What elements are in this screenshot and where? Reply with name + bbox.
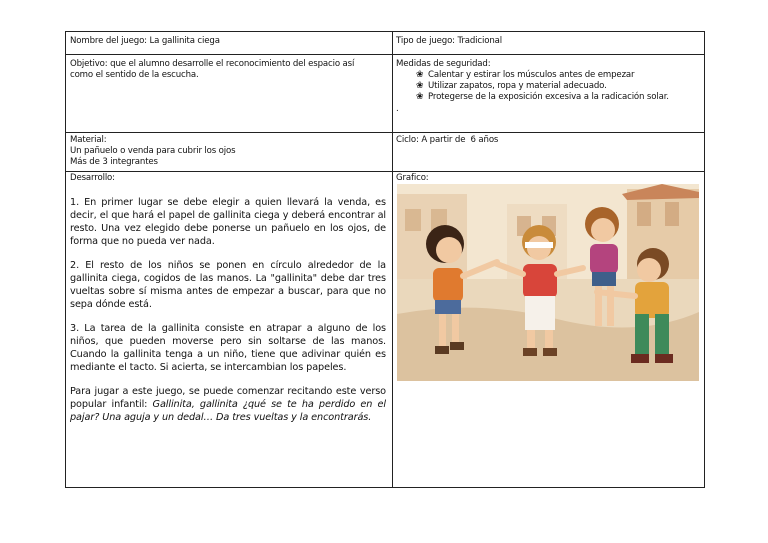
safety-trailing-mark: . xyxy=(396,104,399,114)
cycle-label: Ciclo: xyxy=(396,135,419,145)
game-name-value: La gallinita ciega xyxy=(149,36,220,46)
material-line: Más de 3 integrantes xyxy=(70,157,158,167)
row-divider xyxy=(66,171,704,172)
game-name-label: Nombre del juego: xyxy=(70,36,147,46)
development-paragraph: 1. En primer lugar se debe elegir a quien llevará la venda, es decir, el que hará el papel de gallinita ciega y deberá encontrar al resto. Una vez elegido debe ponerse un pañuelo en los ojos, de forma que no pueda ver nada. xyxy=(70,197,386,247)
row-divider xyxy=(66,54,704,55)
cycle-value: A partir de 6 años xyxy=(421,135,499,145)
graphic-label: Grafico: xyxy=(396,173,429,183)
safety-label: Medidas de seguridad: xyxy=(396,59,491,69)
safety-item: ❀ Protegerse de la exposición excesiva a la radicación solar. xyxy=(416,92,669,102)
material-line: Un pañuelo o venda para cubrir los ojos xyxy=(70,146,236,156)
bullet-icon: ❀ xyxy=(416,92,424,102)
game-name-cell xyxy=(70,36,388,47)
row-divider xyxy=(66,132,704,133)
bullet-icon: ❀ xyxy=(416,70,424,80)
cycle-cell xyxy=(396,135,701,146)
development-paragraph: 3. La tarea de la gallinita consiste en atrapar a alguno de los niños, que pueden moverse pero sin soltarse de las manos. Cuando la gallinita tenga a un niño, tiene que adivinar quién es mediante el tacto. Si acierta, se intercambian los papeles. xyxy=(70,323,386,373)
game-sheet-table xyxy=(65,31,705,488)
development-paragraph: 2. El resto de los niños se ponen en círculo alrededor de la gallinita ciega, cogidos de las manos. La "gallinita" debe dar tres vueltas sobre sí misma antes de empezar a buscar, para que no sepa dónde está. xyxy=(70,260,386,310)
game-type-value: Tradicional xyxy=(457,36,502,46)
development-body xyxy=(70,196,386,435)
bullet-icon: ❀ xyxy=(416,81,424,91)
game-type-label: Tipo de juego: xyxy=(396,36,455,46)
objective-label: Objetivo: xyxy=(70,59,108,69)
development-paragraph: Para jugar a este juego, se puede comenzar recitando este verso popular infantil: Gallinita, gallinita ¿qué se te ha perdido en el pajar? Una aguja y un dedal… Da tres vueltas y la encontrarás. xyxy=(70,386,386,423)
safety-cell xyxy=(396,59,701,115)
children-playing-illustration xyxy=(397,184,699,381)
objective-cell xyxy=(70,59,360,81)
safety-list xyxy=(396,70,701,103)
safety-item: ❀ Calentar y estirar los músculos antes de empezar xyxy=(416,70,635,80)
material-cell xyxy=(70,135,388,168)
objective-value: que el alumno desarrolle el reconocimiento del espacio así como el sentido de la escucha. xyxy=(70,59,355,80)
verse-text: Gallinita, gallinita ¿qué se te ha perdido en el pajar? Una aguja y un dedal… Da tres vueltas y la encontrarás. xyxy=(70,399,386,423)
game-type-cell xyxy=(396,36,701,47)
material-label: Material: xyxy=(70,135,107,145)
development-label: Desarrollo: xyxy=(70,173,115,183)
safety-item: ❀ Utilizar zapatos, ropa y material adecuado. xyxy=(416,81,607,91)
column-divider xyxy=(392,32,393,487)
